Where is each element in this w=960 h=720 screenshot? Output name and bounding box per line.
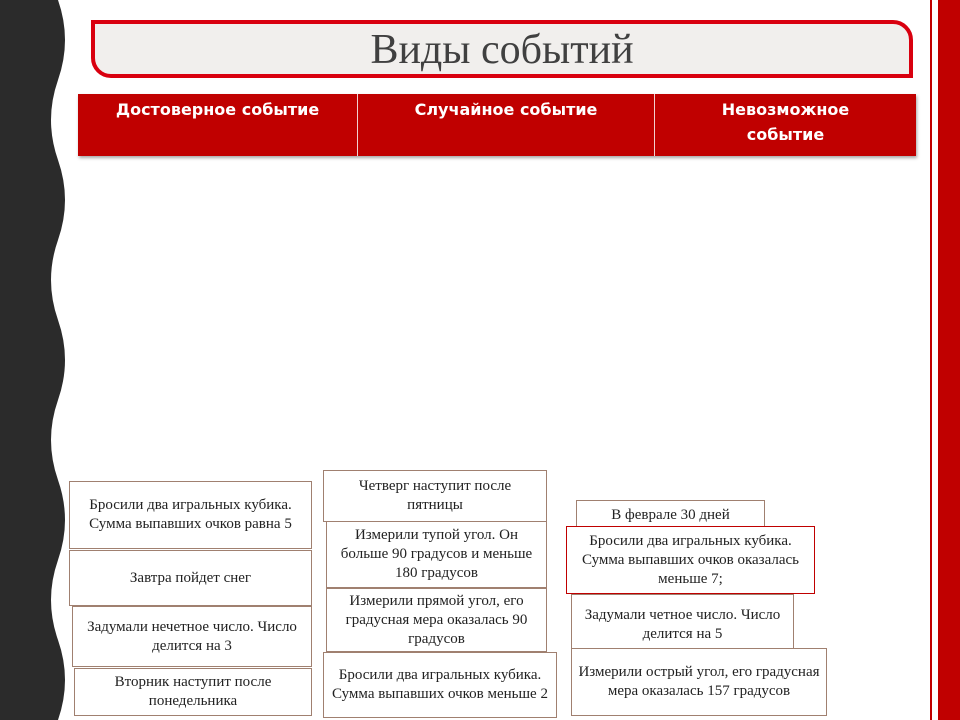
right-accent-line xyxy=(930,0,932,720)
event-card[interactable]: Четверг наступит после пятницы xyxy=(323,470,547,522)
event-card[interactable]: В феврале 30 дней xyxy=(576,500,765,531)
event-types-table-header xyxy=(78,94,916,156)
event-card[interactable]: Бросили два игральных кубика. Сумма выпавших очков меньше 2 xyxy=(323,652,557,718)
event-card[interactable]: Бросили два игральных кубика. Сумма выпавших очков оказалась меньше 7; xyxy=(566,526,815,594)
event-card[interactable]: Измерили прямой угол, его градусная мера оказалась 90 градусов xyxy=(326,588,547,652)
column-header-certain: Достоверное событие xyxy=(78,94,357,156)
event-card[interactable]: Задумали четное число. Число делится на 5 xyxy=(571,594,794,656)
event-card[interactable]: Бросили два игральных кубика. Сумма выпавших очков равна 5 xyxy=(69,481,312,549)
column-header-impossible: Невозможное событие xyxy=(654,94,916,156)
event-card[interactable]: Измерили острый угол, его градусная мера оказалась 157 градусов xyxy=(571,648,827,716)
slide-title: Виды событий xyxy=(370,27,634,73)
left-wave-decoration xyxy=(0,0,80,720)
event-card[interactable]: Задумали нечетное число. Число делится на 3 xyxy=(72,606,312,667)
event-card[interactable]: Вторник наступит после понедельника xyxy=(74,668,312,716)
right-accent-bar xyxy=(938,0,960,720)
event-card[interactable]: Измерили тупой угол. Он больше 90 градусов и меньше 180 градусов xyxy=(326,521,547,588)
event-card[interactable]: Завтра пойдет снег xyxy=(69,550,312,606)
column-header-random: Случайное событие xyxy=(357,94,654,156)
